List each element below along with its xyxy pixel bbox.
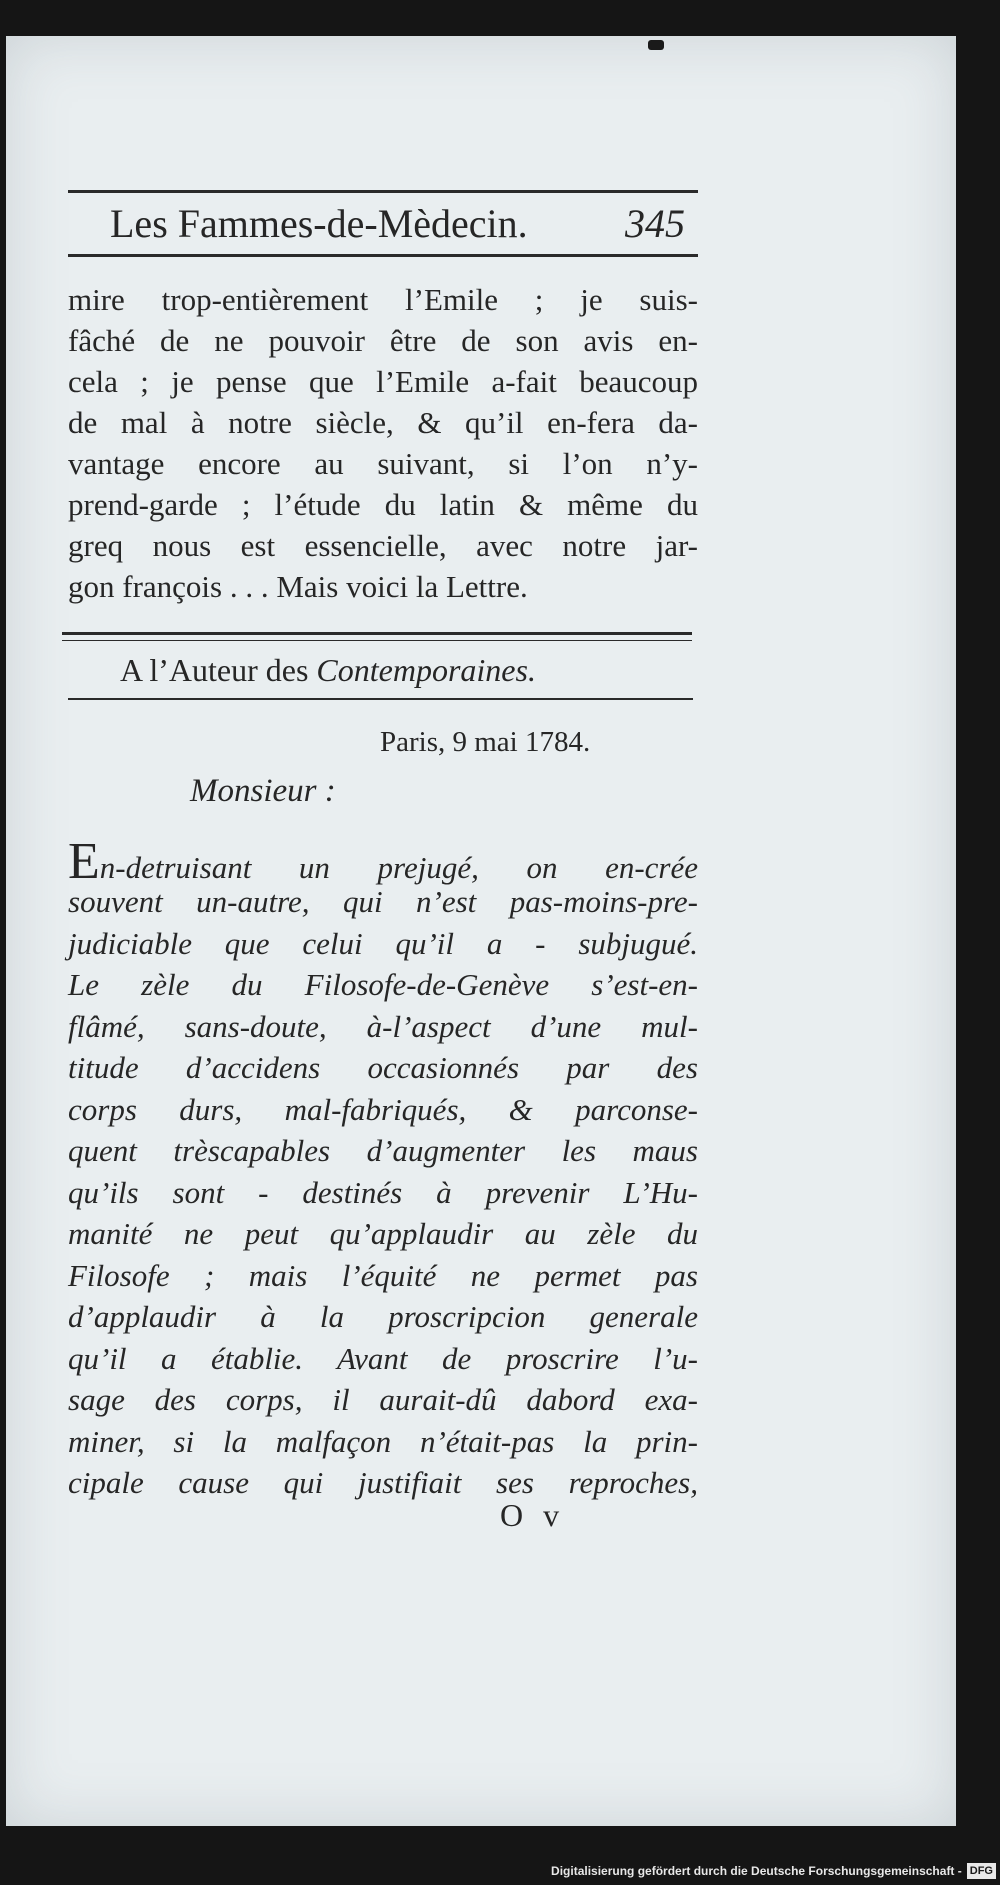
text-line: cela ; je pense que l’Emile a-fait beaucoup: [68, 364, 698, 399]
text-line: mire trop-entièrement l’Emile ; je suis-: [68, 282, 698, 317]
text-line: qu’ils sont - destinés à prevenir L’Hu-: [68, 1174, 698, 1210]
letter-date: Paris, 9 mai 1784.: [380, 726, 591, 758]
letter-heading-prefix: A l’Auteur des: [120, 652, 309, 688]
text-line: prend-garde ; l’étude du latin & même du: [68, 487, 698, 522]
section-rule-top: [62, 632, 692, 635]
digitization-footer: [551, 1861, 996, 1881]
ink-mark: [648, 40, 664, 50]
text-line: manité ne peut qu’applaudir au zèle du: [68, 1216, 698, 1251]
text-line: fâché de ne pouvoir être de son avis en-: [68, 323, 698, 358]
text-line: flâmé, sans-doute, à-l’aspect d’une mul-: [68, 1008, 698, 1044]
text-line: souvent un-autre, qui n’est pas-moins-pre-: [68, 884, 698, 919]
signature-mark: O v: [500, 1497, 566, 1533]
text-line: quent trèscapables d’augmenter les maus: [68, 1133, 698, 1168]
letter-heading-italic: Contemporaines.: [316, 652, 536, 688]
drop-cap: E: [68, 833, 100, 890]
first-line-text: n-detruisant un prejugé, on en-crée: [99, 850, 698, 885]
page-number: 345: [625, 201, 685, 246]
text-line: miner, si la malfaçon n’était-pas la prin-: [68, 1423, 698, 1459]
text-line: qu’il a établie. Avant de proscrire l’u-: [68, 1340, 698, 1376]
text-line: titude d’accidens occasionnés par des: [68, 1050, 698, 1085]
header-rule-bottom: [68, 254, 698, 257]
section-rule-bottom: [68, 698, 693, 700]
section-rule-top-thin: [62, 640, 692, 641]
text-line: d’applaudir à la proscripcion generale: [68, 1299, 698, 1334]
running-title: Les Fammes-de-Mèdecin.: [110, 201, 528, 246]
text-line: corps durs, mal-fabriqués, & parconse-: [68, 1091, 698, 1127]
header-rule-top: [68, 190, 698, 193]
text-line: judiciable que celui qu’il a - subjugué.: [68, 925, 698, 961]
letter-heading: [120, 652, 536, 689]
text-line: gon françois . . . Mais voici la Lettre.: [68, 569, 528, 604]
text-line: cipale cause qui justifiait ses reproches,: [68, 1465, 698, 1500]
text-line: Filosofe ; mais l’équité ne permet pas: [68, 1257, 698, 1293]
salutation: Monsieur :: [190, 773, 336, 809]
text-line: Le zèle du Filosofe-de-Genève s’est-en-: [68, 967, 698, 1002]
text-line: de mal à notre siècle, & qu’il en-fera da-: [68, 405, 698, 440]
dfg-logo: DFG: [967, 1863, 996, 1879]
footer-text: Digitalisierung gefördert durch die Deutsche Forschungsgemeinschaft -: [551, 1864, 962, 1878]
text-line: vantage encore au suivant, si l’on n’y-: [68, 446, 698, 481]
text-line: sage des corps, il aurait-dû dabord exa-: [68, 1382, 698, 1417]
text-line: greq nous est essencielle, avec notre jar-: [68, 528, 698, 563]
